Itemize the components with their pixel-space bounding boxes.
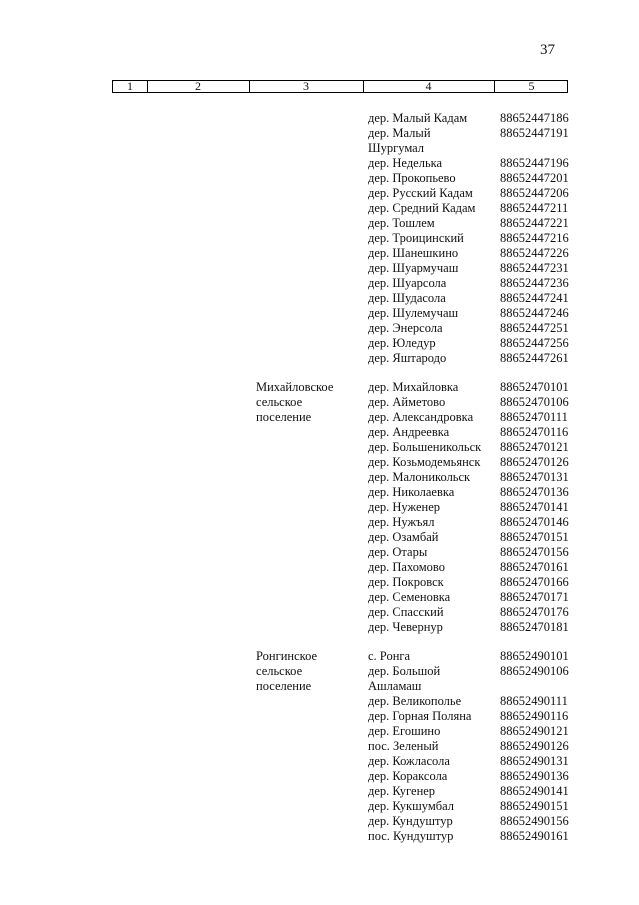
oktmo-code: 88652470166 [500,575,569,589]
locality-name: дер. Троицинский [368,231,464,245]
oktmo-code: 88652447241 [500,291,569,305]
table-header-row [112,80,568,93]
oktmo-code: 88652447186 [500,111,569,125]
locality-name: дер. Великополье [368,694,462,708]
locality-name: дер. Кугенер [368,784,436,798]
settlement-name: Михайловское [256,380,334,394]
oktmo-code: 88652490101 [500,649,569,663]
oktmo-code: 88652490131 [500,754,569,768]
oktmo-code: 88652470111 [500,410,568,424]
locality-name: дер. Шанешкино [368,246,459,260]
settlement-name: сельское [256,664,303,678]
oktmo-code: 88652447206 [500,186,569,200]
oktmo-code: 88652470141 [500,500,569,514]
locality-name: дер. Энерсола [368,321,443,335]
locality-name: дер. Большой [368,664,441,678]
locality-name: дер. Русский Кадам [368,186,473,200]
oktmo-code: 88652447201 [500,171,569,185]
locality-name: дер. Семеновка [368,590,451,604]
locality-name: дер. Малоникольск [368,470,471,484]
page-number: 37 [540,42,555,58]
oktmo-code: 88652490141 [500,784,569,798]
oktmo-code: 88652490136 [500,769,569,783]
locality-name: дер. Шудасола [368,291,446,305]
locality-name: дер. Чевернур [368,620,443,634]
locality-name: дер. Озамбай [368,530,439,544]
header-cell-3: 3 [303,79,309,93]
oktmo-code: 88652447251 [500,321,569,335]
oktmo-code: 88652447256 [500,336,569,350]
locality-name: дер. Кукшумбал [368,799,455,813]
locality-name: дер. Андреевка [368,425,450,439]
locality-name: дер. Большеникольск [368,440,482,454]
oktmo-code: 88652470161 [500,560,569,574]
oktmo-code: 88652490151 [500,799,569,813]
locality-name: дер. Егошино [368,724,441,738]
locality-name: дер. Тошлем [368,216,435,230]
locality-name: дер. Айметово [368,395,446,409]
locality-name: дер. Прокопьево [368,171,456,185]
header-cell-4: 4 [425,79,432,93]
oktmo-code: 88652490116 [500,709,569,723]
locality-name: дер. Николаевка [368,485,455,499]
oktmo-code: 88652490106 [500,664,569,678]
settlement-name: Ронгинское [256,649,318,663]
oktmo-code: 88652447236 [500,276,569,290]
locality-name: пос. Кундуштур [368,829,454,843]
oktmo-code: 88652447261 [500,351,569,365]
locality-name: дер. Отары [368,545,428,559]
locality-name: дер. Покровск [368,575,444,589]
oktmo-code: 88652470176 [500,605,569,619]
oktmo-code: 88652447216 [500,231,569,245]
oktmo-code: 88652490121 [500,724,569,738]
locality-name: дер. Михайловка [368,380,459,394]
oktmo-code: 88652447211 [500,201,569,215]
oktmo-code: 88652470116 [500,425,569,439]
locality-name: дер. Нужъял [368,515,435,529]
settlement-name: поселение [256,410,312,424]
locality-name: дер. Неделька [368,156,443,170]
oktmo-code: 88652470121 [500,440,569,454]
oktmo-code: 88652470156 [500,545,569,559]
locality-name: дер. Горная Поляна [368,709,472,723]
oktmo-code: 88652470131 [500,470,569,484]
locality-name: дер. Юледур [368,336,436,350]
oktmo-code: 88652447221 [500,216,569,230]
locality-name: дер. Пахомово [368,560,445,574]
settlement-name: поселение [256,679,312,693]
locality-name: дер. Малый [368,126,431,140]
oktmo-code: 88652470181 [500,620,569,634]
settlement-name: сельское [256,395,303,409]
oktmo-code: 88652490126 [500,739,569,753]
oktmo-code: 88652470171 [500,590,569,604]
oktmo-code: 88652490161 [500,829,569,843]
oktmo-code: 88652447226 [500,246,569,260]
locality-name: Ашламаш [368,679,422,693]
locality-name: дер. Кораксола [368,769,448,783]
header-cell-5: 5 [528,79,535,93]
header-cell-2: 2 [195,79,201,93]
oktmo-code: 88652447231 [500,261,569,275]
locality-name: дер. Малый Кадам [368,111,468,125]
oktmo-code: 88652470126 [500,455,569,469]
oktmo-code: 88652490111 [500,694,568,708]
oktmo-code: 88652447246 [500,306,569,320]
locality-name: дер. Средний Кадам [368,201,476,215]
locality-name: дер. Шуарсола [368,276,447,290]
locality-name: Шургумал [368,141,425,155]
locality-name: с. Ронга [368,649,411,663]
locality-name: дер. Нуженер [368,500,441,514]
locality-name: дер. Спасский [368,605,444,619]
locality-name: дер. Кундуштур [368,814,453,828]
locality-name: дер. Александровка [368,410,474,424]
locality-name: дер. Кожласола [368,754,450,768]
locality-name: пос. Зеленый [368,739,439,753]
oktmo-code: 88652470146 [500,515,569,529]
locality-name: дер. Шуармучаш [368,261,459,275]
oktmo-code: 88652470106 [500,395,569,409]
oktmo-code: 88652470101 [500,380,569,394]
oktmo-code: 88652447191 [500,126,569,140]
locality-name: дер. Яштародо [368,351,447,365]
locality-name: дер. Шулемучаш [368,306,459,320]
oktmo-code: 88652470151 [500,530,569,544]
oktmo-code: 88652490156 [500,814,569,828]
locality-name: дер. Козьмодемьянск [368,455,481,469]
oktmo-code: 88652470136 [500,485,569,499]
oktmo-code: 88652447196 [500,156,569,170]
header-cell-1: 1 [127,79,133,93]
